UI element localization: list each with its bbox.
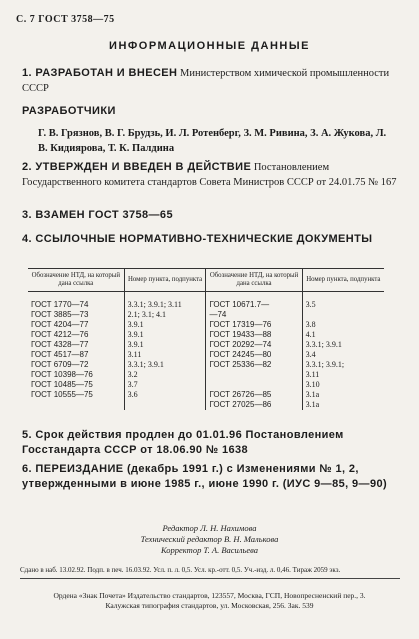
footer-publisher: Ордена «Знак Почета» Издательство стандартов, 123557, Москва, ГСП, Новопресненский пер., 3.	[53, 591, 366, 600]
left-gost-list: ГОСТ 1770—74 ГОСТ 3885—73 ГОСТ 4204—77 ГОСТ 4212—76 ГОСТ 4328—77 ГОСТ 4517—87 ГОСТ 6709—72 ГОСТ 10398—76 ГОСТ 10485—75 ГОСТ 10555—75	[28, 292, 124, 411]
section-2	[22, 160, 397, 190]
section-1-label: 1. РАЗРАБОТАН И ВНЕСЕН	[22, 67, 178, 79]
section-3: 3. ВЗАМЕН ГОСТ 3758—65	[22, 209, 173, 221]
section-6-label: 6. ПЕРЕИЗДАНИЕ	[22, 463, 124, 475]
section-5: 5. Срок действия продлен до 01.01.96 Постановлением Госстандарта СССР от 18.06.90 № 1638	[22, 429, 344, 456]
footer	[0, 591, 419, 611]
section-6	[22, 462, 397, 492]
section-1-text: Министерством химической промышленности СССР	[22, 68, 390, 94]
credit-editor: Редактор Л. Н. Нахимова	[162, 523, 257, 533]
section-2-text: Постановлением Государственного комитета стандартов Совета Министров СССР от 24.01.75 № 167	[22, 162, 397, 188]
credits	[0, 523, 419, 556]
left-points-list: 3.3.1; 3.9.1; 3.11 2.1; 3.1; 4.1 3.9.1 3.9.1 3.9.1 3.11 3.3.1; 3.9.1 3.2 3.7 3.6	[124, 292, 206, 411]
developers-heading: РАЗРАБОТЧИКИ	[22, 105, 116, 117]
right-gost-list: ГОСТ 10671.7— —74 ГОСТ 17319—76 ГОСТ 19433—88 ГОСТ 20292—74 ГОСТ 24245—80 ГОСТ 25336—82 ГОСТ 26726—85 ГОСТ 27025—86	[206, 292, 302, 411]
col-header-1: Обозначение НТД, на который дана ссылка	[28, 269, 124, 292]
section-2-label: 2. УТВЕРЖДЕН И ВВЕДЕН В ДЕЙСТВИЕ	[22, 161, 252, 173]
page-header: С. 7 ГОСТ 3758—75	[16, 14, 115, 25]
col-header-3: Обозначение НТД, на который дана ссылка	[206, 269, 302, 292]
page-title: ИНФОРМАЦИОННЫЕ ДАННЫЕ	[109, 40, 310, 52]
footer-printer: Калужская типография стандартов, ул. Московская, 256. Зак. 539	[105, 601, 314, 610]
credit-corrector: Корректор Т. А. Васильева	[160, 545, 259, 555]
right-points-list: 3.5 3.8 4.1 3.3.1; 3.9.1 3.4 3.3.1; 3.9.1; 3.11 3.10 3.1а 3.1а	[305, 300, 345, 409]
section-6-text: (декабрь 1991 г.) с Изменениями № 1, 2, утвержденными в июне 1985 г., июне 1990 г. (ИУС 9—85, 9—90)	[22, 463, 388, 490]
section-1	[22, 66, 397, 96]
print-info: Сдано в наб. 13.02.92. Подп. в печ. 16.03.92. Усл. п. л. 0,5. Усл. кр.-отт. 0,5. Уч.-изд. л. 0,46. Тираж 2059 экз.	[20, 566, 400, 579]
col-header-2: Номер пункта, подпункта	[124, 269, 206, 292]
col-header-4: Номер пункта, подпункта	[302, 269, 384, 292]
credit-tech-editor: Технический редактор В. Н. Малькова	[140, 534, 279, 544]
reference-table	[28, 268, 384, 410]
developers-list: Г. В. Грязнов, В. Г. Брудзь, И. Л. Ротенберг, З. М. Ривина, З. А. Жукова, Л. В. Кидиярова, Т. К. Палдина	[38, 128, 387, 154]
section-4: 4. ССЫЛОЧНЫЕ НОРМАТИВНО-ТЕХНИЧЕСКИЕ ДОКУМЕНТЫ	[22, 233, 373, 245]
